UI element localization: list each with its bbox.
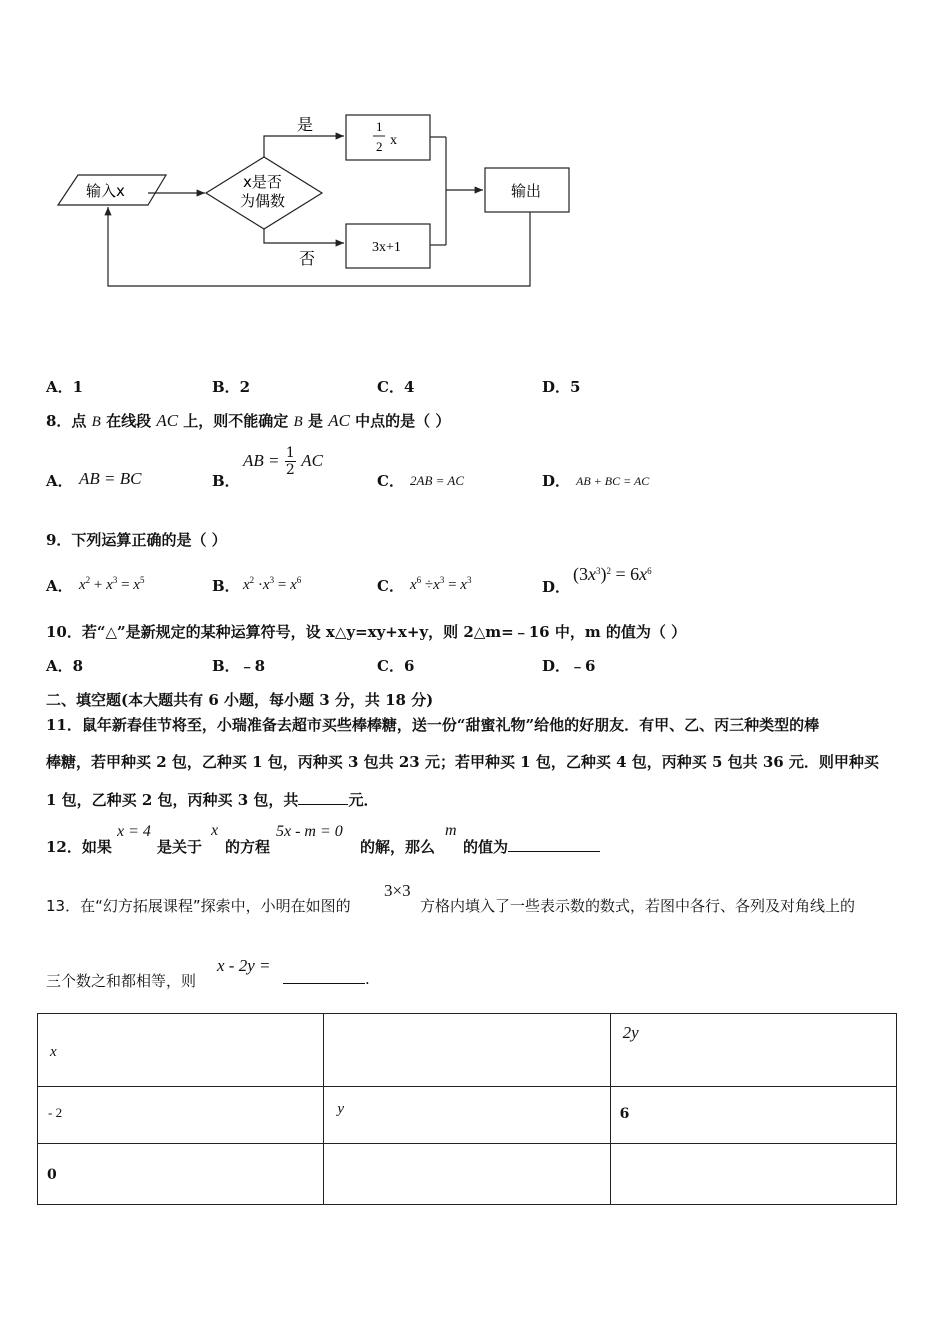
q9-a-x1: x xyxy=(79,577,86,593)
arrow-no xyxy=(264,229,344,243)
q12-answer-blank[interactable] xyxy=(508,851,600,852)
q9-option-b-label: B． xyxy=(212,577,240,595)
q8-option-b-label: B． xyxy=(212,472,240,490)
q9-a-x2: x xyxy=(106,577,113,593)
q8-option-b-num: 1 xyxy=(285,445,295,461)
yes-box-den: 2 xyxy=(376,139,383,154)
magic-square-table xyxy=(37,1013,897,1205)
q8-stem-math-ac2: AC xyxy=(328,411,350,430)
cell-r2c3 xyxy=(610,1087,896,1144)
no-label: 否 xyxy=(299,249,316,268)
output-label: 输出 xyxy=(511,182,542,200)
q9-option-d-math xyxy=(573,564,652,585)
q8-option-d-math: AB + BC = AC xyxy=(576,474,650,488)
q9-option-b-math xyxy=(243,575,301,594)
q10-option-b: B．﹣8 xyxy=(212,657,266,675)
q10-option-c: C．6 xyxy=(377,657,415,675)
q9-b-x3: x xyxy=(290,577,297,593)
cell-r1c3-text: 2y xyxy=(622,1023,639,1042)
q12-text-2: 是关于 xyxy=(157,838,203,856)
cell-r1c3 xyxy=(610,1014,896,1087)
q9-d-e2: 2 xyxy=(606,566,611,576)
q8-stem-math-b2: B xyxy=(293,414,303,430)
q10-option-d: D．﹣6 xyxy=(542,657,596,675)
q9-d-x2: x xyxy=(639,564,648,584)
yes-box xyxy=(346,115,430,160)
q13-text-1: 13．在“幻方拓展课程”探索中，小明在如图的 xyxy=(46,897,351,915)
q9-option-c-math xyxy=(410,575,471,594)
q9-a-e3: 5 xyxy=(139,575,145,585)
q9-c-x1: x xyxy=(410,577,417,593)
cell-r2c1-text: - 2 xyxy=(48,1105,63,1120)
yes-box-var: x xyxy=(390,133,397,148)
q11-answer-blank[interactable] xyxy=(298,804,348,805)
q9-a-x3: x xyxy=(133,577,140,593)
q11-line3 xyxy=(46,789,378,810)
q9-b-e2: 3 xyxy=(269,575,275,585)
q9-c-e1: 6 xyxy=(416,575,422,585)
q11-line1: 11．鼠年新春佳节将至，小瑞准备去超市买些棒棒糖，送一份“甜蜜礼物”给他的好朋友．有甲、乙、丙三种类型的棒 xyxy=(46,716,820,734)
q9-c-x2: x xyxy=(433,577,440,593)
q13-math-1: 3×3 xyxy=(384,881,411,900)
q8-option-d-label: D． xyxy=(542,472,571,490)
q12-math-2: x xyxy=(211,822,219,839)
cell-r2c2-text: y xyxy=(337,1101,344,1117)
cell-r2c1 xyxy=(38,1087,324,1144)
q12-text-3: 的方程 xyxy=(225,838,271,856)
q8-option-b-den: 2 xyxy=(285,462,295,478)
q8-stem-text-4: 是 xyxy=(307,412,323,430)
q7-option-b: B．2 xyxy=(212,378,251,396)
q8-option-c-math: 2AB = AC xyxy=(410,473,465,488)
q8-stem-text-1: 8．点 xyxy=(46,412,87,430)
q9-option-a-label: A． xyxy=(46,577,73,595)
q7-option-c: C．4 xyxy=(377,378,415,396)
table-row xyxy=(38,1144,897,1205)
q8-stem xyxy=(46,410,450,431)
q9-option-d-label: D． xyxy=(542,578,571,596)
q13-math-2: x - 2y = xyxy=(217,956,271,975)
decision-line2: 为偶数 xyxy=(240,192,286,210)
q7-option-d: D．5 xyxy=(542,378,581,396)
q8-stem-math-ac1: AC xyxy=(156,411,179,430)
q9-c-e2: 3 xyxy=(439,575,445,585)
q9-c-x3: x xyxy=(460,577,467,593)
q8-option-a-label: A． xyxy=(46,472,73,490)
no-box-label: 3x+1 xyxy=(372,240,401,255)
q9-b-x2: x xyxy=(262,577,270,593)
table-row xyxy=(38,1014,897,1087)
q9-c-op: ÷ xyxy=(421,577,434,593)
yes-box-num: 1 xyxy=(376,119,383,134)
q12-math-4: m xyxy=(445,822,457,839)
q12-text-5 xyxy=(463,836,600,857)
flowchart xyxy=(0,0,950,320)
q8-stem-text-5: 中点的是（ ） xyxy=(355,412,451,430)
q9-a-e2: 3 xyxy=(112,575,118,585)
cell-r3c1 xyxy=(38,1144,324,1205)
q12-math-1: x = 4 xyxy=(117,823,151,840)
q9-b-e1: 2 xyxy=(249,575,255,585)
q12-text-5-label: 的值为 xyxy=(463,838,509,856)
q8-stem-text-2: 在线段 xyxy=(106,412,152,430)
q8-option-a-math: AB = BC xyxy=(79,469,142,488)
cell-r1c1 xyxy=(38,1014,324,1087)
section-title: 二、填空题(本大题共有 6 小题，每小题 3 分，共 18 分) xyxy=(46,691,434,709)
q8-option-b-math xyxy=(243,446,323,477)
q12-math-3: 5x - m = 0 xyxy=(276,823,343,840)
q13-text-2: 方格内填入了一些表示数的数式，若图中各行、各列及对角线上的 xyxy=(420,897,856,915)
q7-option-a: A．1 xyxy=(46,378,84,396)
input-label: 输入x xyxy=(86,182,125,200)
cell-r2c3-text: 6 xyxy=(619,1106,630,1122)
decision-line1: x是否 xyxy=(243,173,282,191)
cell-r2c2 xyxy=(324,1087,610,1144)
q12-text-1: 12．如果 xyxy=(46,838,112,856)
q9-c-eq: = xyxy=(444,577,461,593)
q9-d-rp: ) xyxy=(600,564,607,584)
arrow-yes xyxy=(264,136,344,157)
q13-period: . xyxy=(365,970,370,988)
q11-line3-text: 1 包，乙种买 2 包，丙种买 3 包，共 xyxy=(46,791,299,809)
q8-option-c-label: C． xyxy=(377,472,404,490)
q8-stem-math-b1: B xyxy=(91,414,101,430)
q9-a-eq: = xyxy=(117,577,134,593)
q9-stem: 9．下列运算正确的是（ ） xyxy=(46,531,227,549)
q9-option-c-label: C． xyxy=(377,577,404,595)
q8-option-b-left: AB = xyxy=(243,451,280,470)
q9-c-e3: 3 xyxy=(466,575,472,585)
q10-option-a: A．8 xyxy=(46,657,84,675)
q9-a-e1: 2 xyxy=(85,575,91,585)
q9-d-eq: = 6 xyxy=(611,564,640,584)
q11-line3-end: 元． xyxy=(348,791,379,809)
q9-b-x1: x xyxy=(243,577,250,593)
q11-line2: 棒糖，若甲种买 2 包，乙种买 1 包，丙种买 3 包共 23 元；若甲种买 1 包，乙种买 4 包，丙种买 5 包共 36 元．则甲种买 xyxy=(46,753,879,771)
q9-option-a-math xyxy=(79,575,144,594)
q8-stem-text-3: 上，则不能确定 xyxy=(183,412,289,430)
q9-b-eq: = xyxy=(274,577,291,593)
cell-r1c1-text: x xyxy=(50,1044,57,1060)
q9-a-op: + xyxy=(90,577,107,593)
q13-text-3: 三个数之和都相等，则 xyxy=(46,972,197,990)
q8-option-b-right: AC xyxy=(301,451,323,470)
q13-answer-blank[interactable] xyxy=(283,983,365,984)
q13-answer-line xyxy=(283,970,370,988)
cell-r3c2 xyxy=(324,1144,610,1205)
q12-text-4: 的解，那么 xyxy=(360,838,436,856)
q9-b-op: · xyxy=(254,577,263,593)
q9-d-lp: (3 xyxy=(573,564,588,584)
arrow-loop-back xyxy=(108,207,530,286)
q9-b-e3: 6 xyxy=(296,575,302,585)
cell-r3c3 xyxy=(610,1144,896,1205)
yes-label: 是 xyxy=(297,115,314,134)
q10-stem: 10．若“△”是新规定的某种运算符号，设 x△y=xy+x+y，则 2△m=﹣16 中，m 的值为（ ） xyxy=(46,623,687,641)
q9-d-e3: 6 xyxy=(647,566,652,576)
table-row xyxy=(38,1087,897,1144)
q9-d-e1: 3 xyxy=(596,566,601,576)
q9-d-x1: x xyxy=(588,564,596,584)
q8-option-b-fraction xyxy=(285,446,296,477)
cell-r3c1-text: 0 xyxy=(47,1167,57,1183)
cell-r1c2 xyxy=(324,1014,610,1087)
